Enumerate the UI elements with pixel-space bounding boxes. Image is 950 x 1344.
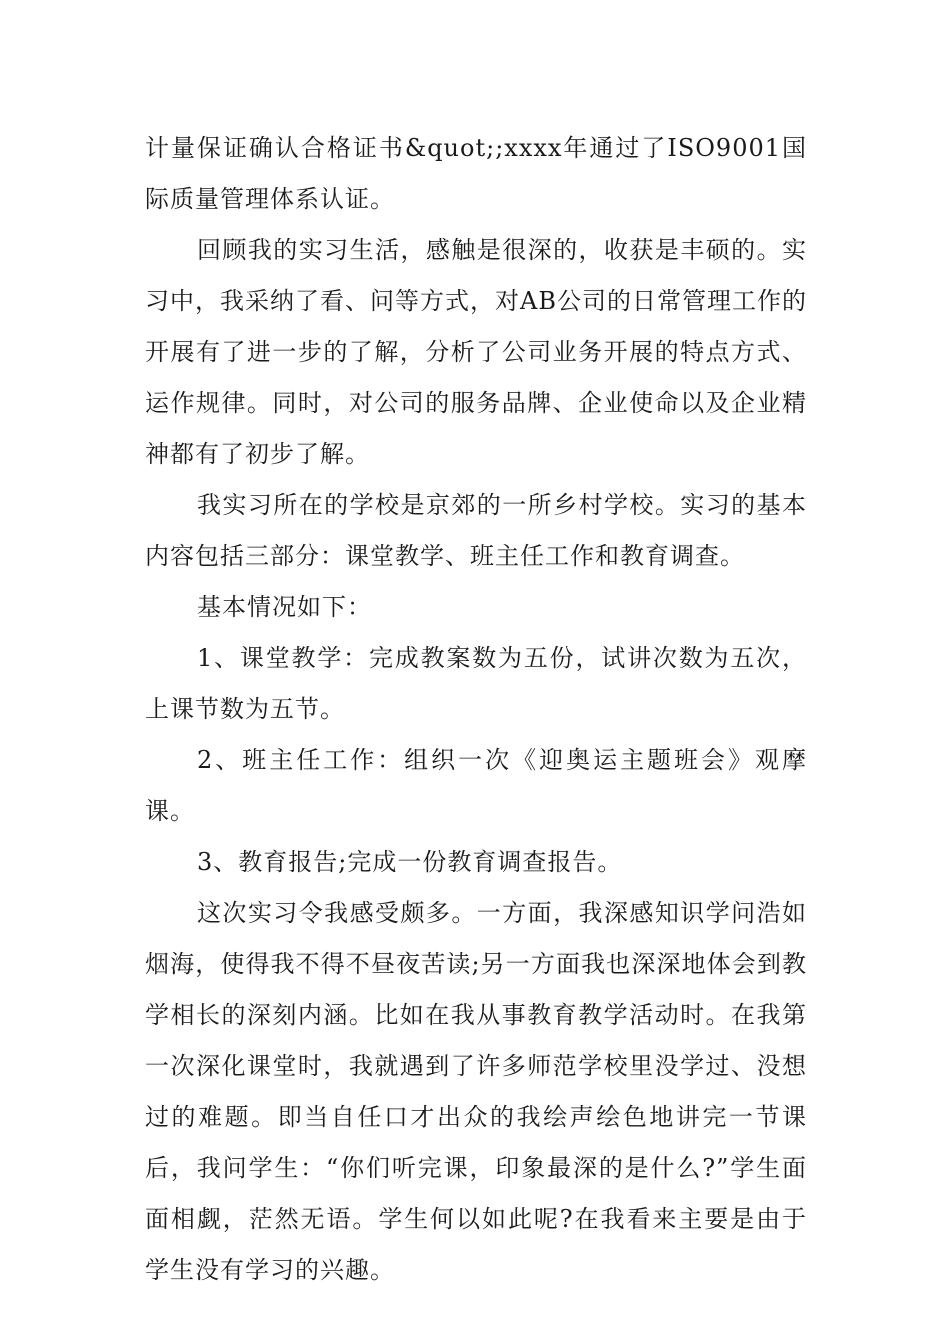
paragraph-item-head-teacher-work: 2、班主任工作：组织一次《迎奥运主题班会》观摩课。	[145, 746, 807, 825]
paragraph-reflection: 这次实习令我感受颇多。一方面，我深感知识学问浩如烟海，使得我不得不昼夜苦读;另一方面我也深深地体会到教学相长的深刻内涵。比如在我从事教育教学活动时。在我第一次深化课堂时，我就遇到了许多师范学校里没学过、没想过的难题。即当自任口才出众的我绘声绘色地讲完一节课后，我问学生：“你们听完课，印象最深的是什么?”学生面面相觑，茫然无语。学生何以如此呢?在我看来主要是由于学生没有学习的兴趣。	[145, 899, 807, 1284]
paragraph-basic-situation-heading: 基本情况如下：	[197, 593, 372, 621]
paragraph-internship-review: 回顾我的实习生活，感触是很深的，收获是丰硕的。实习中，我采纳了看、问等方式，对AB公司的日常管理工作的开展有了进一步的了解，分析了公司业务开展的特点方式、运作规律。同时，对公司的服务品牌、企业使命以及企业精神都有了初步了解。	[145, 236, 807, 468]
paragraph-school-intro: 我实习所在的学校是京郊的一所乡村学校。实习的基本内容包括三部分：课堂教学、班主任工作和教育调查。	[145, 491, 807, 570]
paragraph-certification: 计量保证确认合格证书&quot;;xxxx年通过了ISO9001国际质量管理体系认证。	[145, 134, 807, 213]
paragraph-item-classroom-teaching: 1、课堂教学：完成教案数为五份，试讲次数为五次，上课节数为五节。	[145, 644, 807, 723]
document-body	[145, 123, 807, 1296]
paragraph-item-education-report: 3、教育报告;完成一份教育调查报告。	[197, 848, 623, 876]
